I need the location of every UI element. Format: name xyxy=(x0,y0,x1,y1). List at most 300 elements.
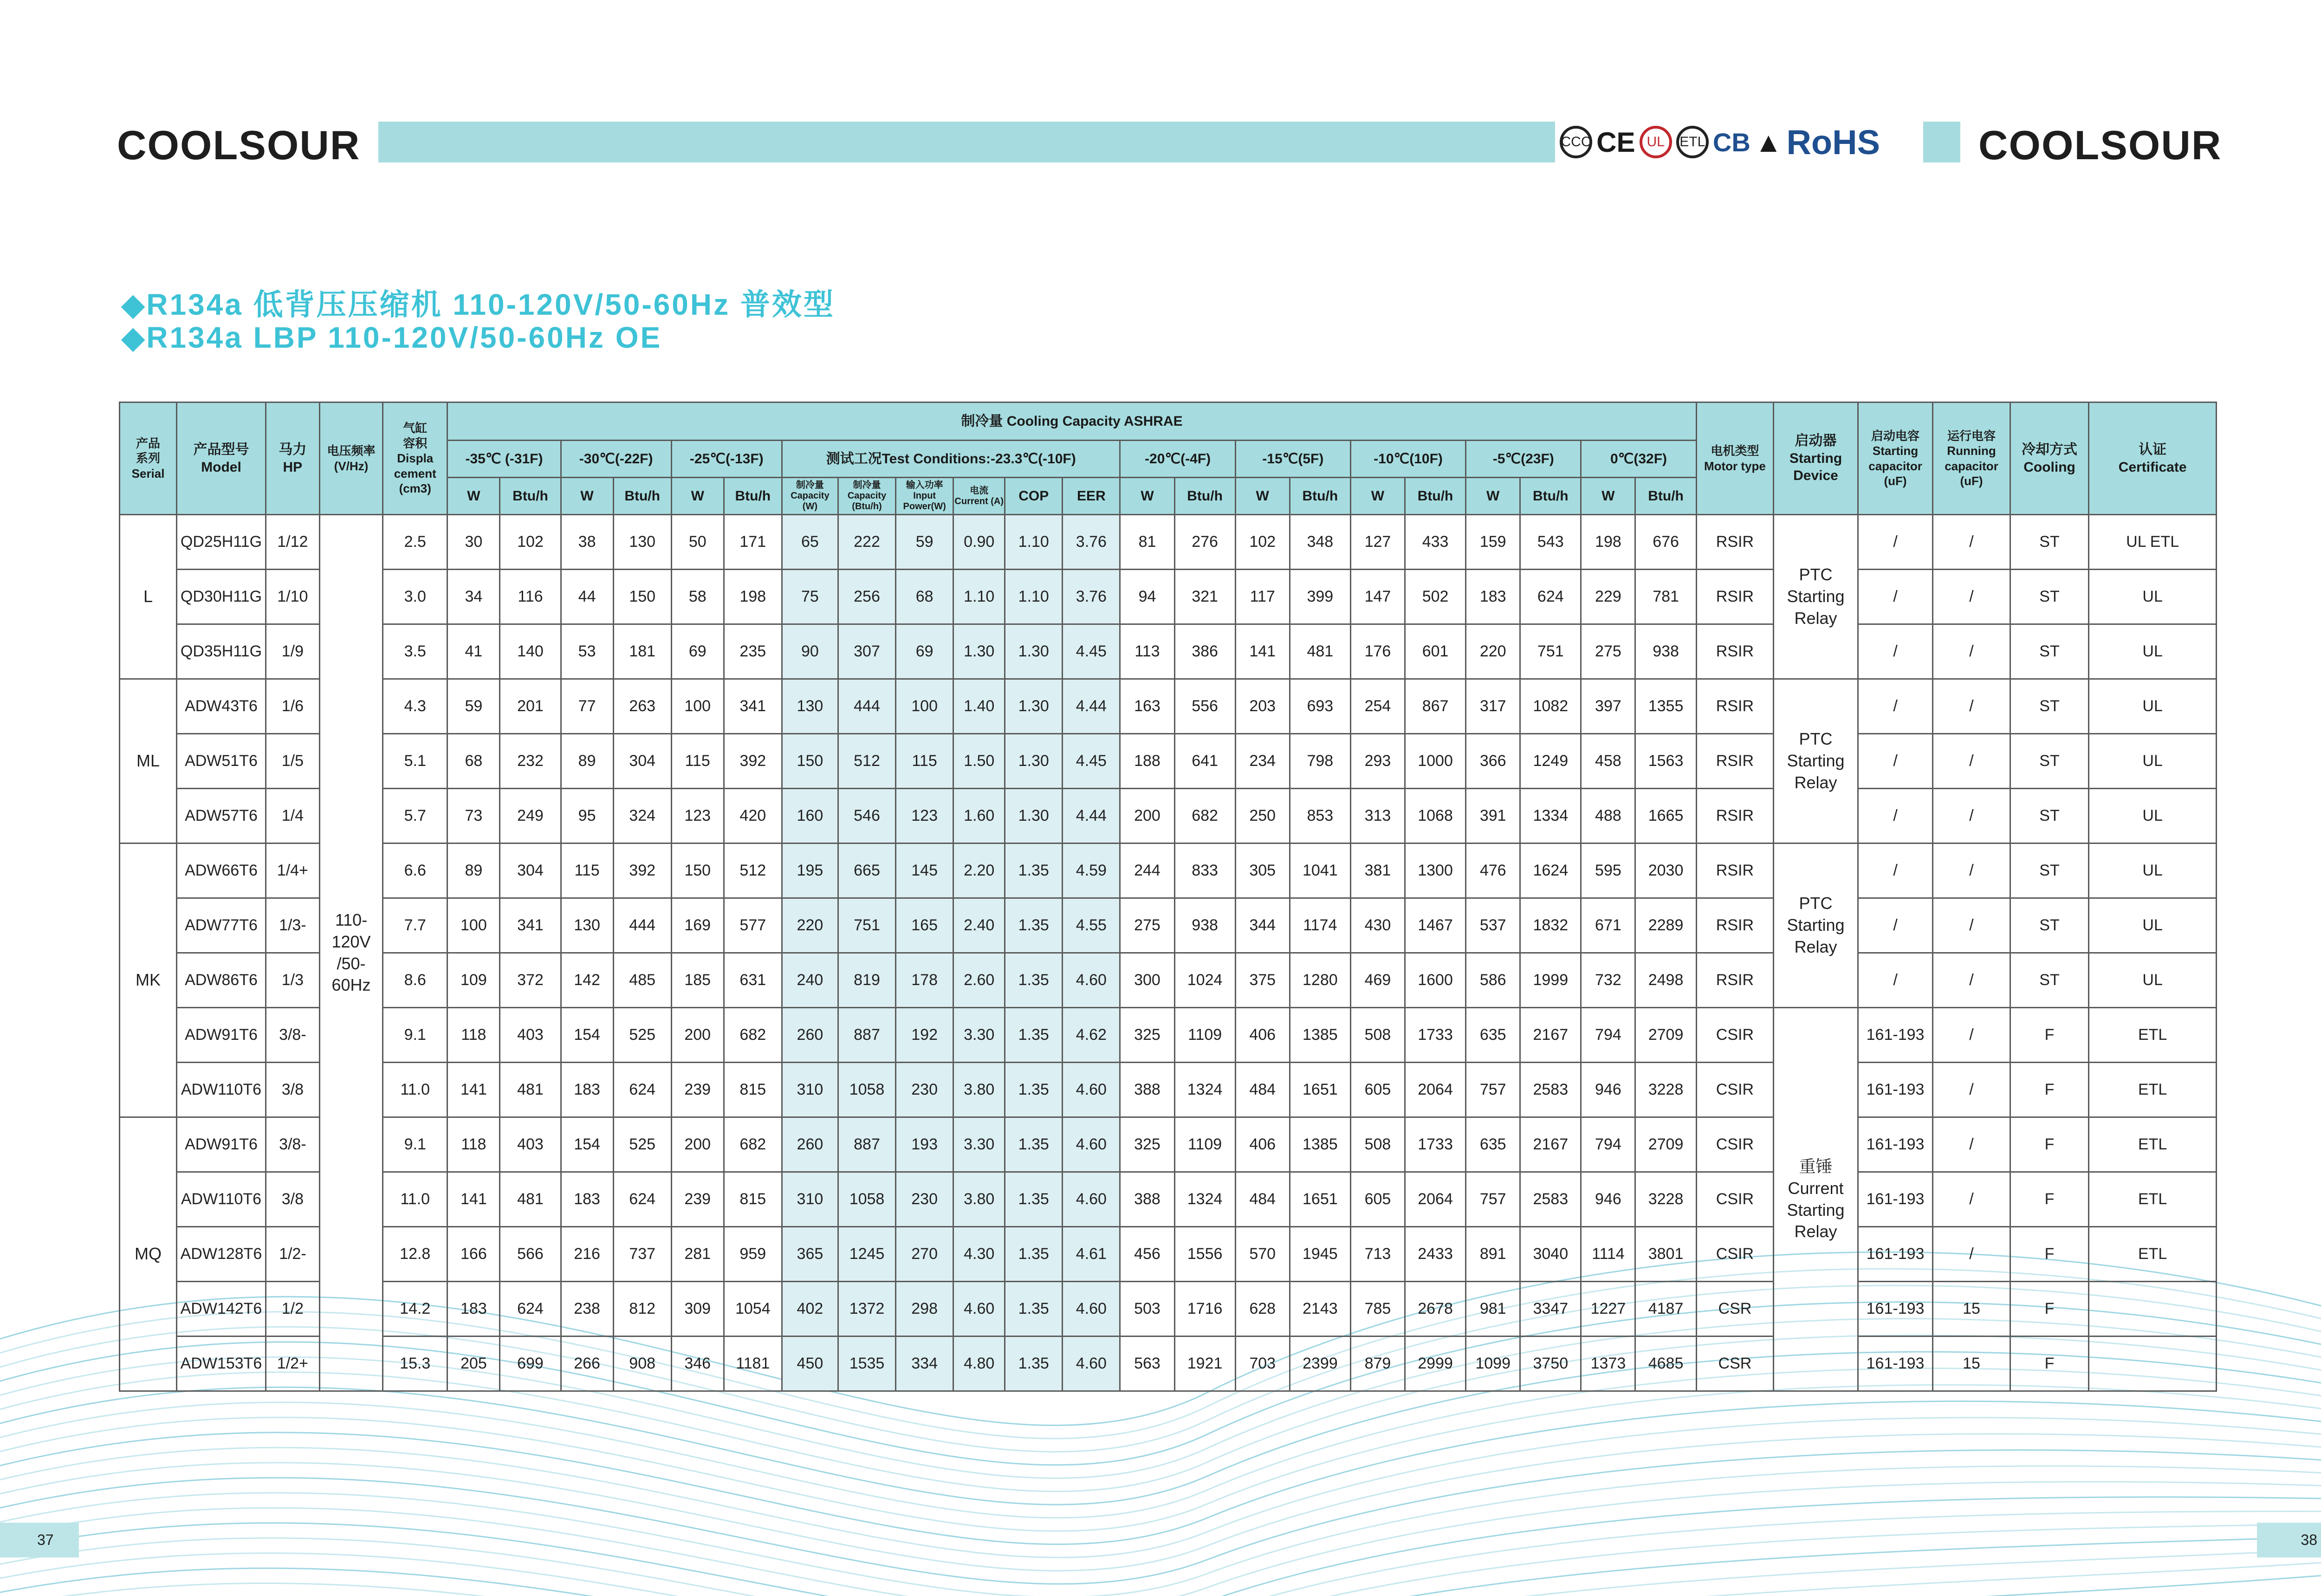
cell-current: 3.80 xyxy=(953,1063,1005,1117)
cell-w-neg20: 388 xyxy=(1120,1172,1174,1227)
cell-w-neg5: 757 xyxy=(1466,1172,1520,1227)
cell-current: 3.30 xyxy=(953,1117,1005,1172)
cell-running-capacitor: / xyxy=(1933,515,2010,570)
cell-w-neg10: 176 xyxy=(1350,624,1405,679)
cell-w-neg30: 77 xyxy=(561,679,613,734)
cell-btuh-0: 676 xyxy=(1635,515,1696,570)
cell-btuh-neg30: 485 xyxy=(613,953,671,1008)
header-serial: 产品 系列 Serial xyxy=(120,402,177,515)
cell-btuh-neg15: 1651 xyxy=(1290,1172,1350,1227)
cell-w-neg30: 142 xyxy=(561,953,613,1008)
cell-starting-capacitor: / xyxy=(1858,953,1932,1008)
cell-certificate xyxy=(2089,1282,2217,1336)
header-cooling-capacity: 制冷量 Cooling Capacity ASHRAE xyxy=(447,402,1696,441)
cell-capacity-btuh: 444 xyxy=(838,679,895,734)
cell-motor-type: CSIR xyxy=(1696,1117,1774,1172)
cell-input-power: 59 xyxy=(896,515,953,570)
header-btuh: Btu/h xyxy=(1290,478,1350,515)
cell-btuh-0: 1355 xyxy=(1635,679,1696,734)
cell-btuh-neg5: 2167 xyxy=(1520,1117,1581,1172)
cell-btuh-neg20: 321 xyxy=(1174,570,1235,624)
cell-capacity-btuh: 665 xyxy=(838,843,895,898)
cell-capacity-btuh: 546 xyxy=(838,789,895,843)
cell-input-power: 115 xyxy=(896,734,953,789)
cell-btuh-neg15: 853 xyxy=(1290,789,1350,843)
cell-w-neg5: 981 xyxy=(1466,1282,1520,1336)
cell-cooling: ST xyxy=(2010,789,2089,843)
cell-input-power: 230 xyxy=(896,1063,953,1117)
cell-w-neg35: 73 xyxy=(447,789,500,843)
cell-cop: 1.35 xyxy=(1005,843,1063,898)
cell-w-neg25: 58 xyxy=(671,570,724,624)
cell-displacement: 3.0 xyxy=(383,570,447,624)
cell-btuh-neg15: 693 xyxy=(1290,679,1350,734)
cell-starting-capacitor: / xyxy=(1858,624,1932,679)
cell-w-neg15: 234 xyxy=(1235,734,1290,789)
cell-w-neg30: 266 xyxy=(561,1336,613,1391)
cell-motor-type: RSIR xyxy=(1696,624,1774,679)
cell-w-neg10: 127 xyxy=(1350,515,1405,570)
header-motor-type: 电机类型 Motor type xyxy=(1696,402,1774,515)
cell-eer: 4.60 xyxy=(1063,1172,1120,1227)
cell-hp: 1/4+ xyxy=(266,843,319,898)
cell-w-neg30: 154 xyxy=(561,1117,613,1172)
cell-starting-capacitor: / xyxy=(1858,789,1932,843)
cell-model: QD25H11G xyxy=(177,515,266,570)
cell-w-neg15: 141 xyxy=(1235,624,1290,679)
cb-icon: CB xyxy=(1712,127,1750,157)
cell-btuh-0: 938 xyxy=(1635,624,1696,679)
cell-w-neg35: 100 xyxy=(447,898,500,953)
cell-model: ADW77T6 xyxy=(177,898,266,953)
cell-capacity-btuh: 307 xyxy=(838,624,895,679)
cell-cop: 1.30 xyxy=(1005,624,1063,679)
cell-btuh-0: 2498 xyxy=(1635,953,1696,1008)
cell-w-neg25: 309 xyxy=(671,1282,724,1336)
cell-btuh-neg35: 372 xyxy=(500,953,561,1008)
cell-btuh-neg5: 1832 xyxy=(1520,898,1581,953)
cell-btuh-neg10: 867 xyxy=(1405,679,1465,734)
cell-cop: 1.35 xyxy=(1005,1282,1063,1336)
cell-w-neg30: 53 xyxy=(561,624,613,679)
cell-w-neg20: 163 xyxy=(1120,679,1174,734)
cell-w-neg10: 713 xyxy=(1350,1227,1405,1282)
cell-btuh-neg20: 1324 xyxy=(1174,1172,1235,1227)
cell-certificate: ETL xyxy=(2089,1227,2217,1282)
cell-current: 4.30 xyxy=(953,1227,1005,1282)
cell-displacement: 14.2 xyxy=(383,1282,447,1336)
cell-w-neg5: 317 xyxy=(1466,679,1520,734)
header-temp-neg35: -35℃ (-31F) xyxy=(447,441,561,478)
cell-cooling: F xyxy=(2010,1117,2089,1172)
cell-displacement: 2.5 xyxy=(383,515,447,570)
cell-btuh-neg15: 2143 xyxy=(1290,1282,1350,1336)
table-row xyxy=(120,898,2217,953)
cell-w-neg30: 183 xyxy=(561,1172,613,1227)
cell-capacity-btuh: 887 xyxy=(838,1117,895,1172)
header-eer: EER xyxy=(1063,478,1120,515)
cell-eer: 4.44 xyxy=(1063,679,1120,734)
cell-eer: 3.76 xyxy=(1063,515,1120,570)
cell-running-capacitor: / xyxy=(1933,843,2010,898)
table-row xyxy=(120,679,2217,734)
cell-w-neg20: 244 xyxy=(1120,843,1174,898)
cell-btuh-neg35: 116 xyxy=(500,570,561,624)
cell-cooling: F xyxy=(2010,1227,2089,1282)
page-number-right-text: 38 xyxy=(2301,1531,2317,1548)
cell-input-power: 298 xyxy=(896,1282,953,1336)
cell-capacity-w: 150 xyxy=(782,734,838,789)
cell-w-neg15: 305 xyxy=(1235,843,1290,898)
cell-w-neg10: 430 xyxy=(1350,898,1405,953)
cell-eer: 4.59 xyxy=(1063,843,1120,898)
wave-line xyxy=(0,1466,2321,1596)
cell-btuh-neg10: 1467 xyxy=(1405,898,1465,953)
cell-btuh-neg20: 1556 xyxy=(1174,1227,1235,1282)
cell-eer: 4.60 xyxy=(1063,1117,1120,1172)
cell-current: 2.60 xyxy=(953,953,1005,1008)
cell-btuh-neg25: 959 xyxy=(724,1227,782,1282)
cell-btuh-neg20: 833 xyxy=(1174,843,1235,898)
cell-displacement: 15.3 xyxy=(383,1336,447,1391)
header-band-right xyxy=(1923,122,1960,162)
header-capacity-btuh: 制冷量 Capacity (Btu/h) xyxy=(838,478,895,515)
cell-w-neg35: 89 xyxy=(447,843,500,898)
cell-capacity-btuh: 256 xyxy=(838,570,895,624)
cell-btuh-neg35: 403 xyxy=(500,1008,561,1063)
cell-cooling: ST xyxy=(2010,953,2089,1008)
cell-btuh-neg20: 682 xyxy=(1174,789,1235,843)
cell-btuh-neg5: 3750 xyxy=(1520,1336,1581,1391)
cell-btuh-neg10: 433 xyxy=(1405,515,1465,570)
header-voltage: 电压频率 (V/Hz) xyxy=(319,402,383,515)
cell-input-power: 334 xyxy=(896,1336,953,1391)
cell-capacity-w: 240 xyxy=(782,953,838,1008)
cell-btuh-0: 3228 xyxy=(1635,1063,1696,1117)
cell-w-neg35: 118 xyxy=(447,1117,500,1172)
cell-w-neg25: 200 xyxy=(671,1008,724,1063)
cell-w-neg35: 59 xyxy=(447,679,500,734)
cell-btuh-neg20: 1109 xyxy=(1174,1008,1235,1063)
cell-btuh-neg30: 525 xyxy=(613,1117,671,1172)
cell-btuh-neg20: 1324 xyxy=(1174,1063,1235,1117)
cell-running-capacitor: / xyxy=(1933,1227,2010,1282)
cell-btuh-neg20: 1024 xyxy=(1174,953,1235,1008)
cell-motor-type: RSIR xyxy=(1696,570,1774,624)
cell-w-neg25: 239 xyxy=(671,1172,724,1227)
cell-btuh-0: 2709 xyxy=(1635,1117,1696,1172)
cell-running-capacitor: / xyxy=(1933,1063,2010,1117)
cell-w-neg25: 150 xyxy=(671,843,724,898)
cell-w-neg35: 183 xyxy=(447,1282,500,1336)
header-temp-neg5: -5℃(23F) xyxy=(1466,441,1581,478)
header-displacement: 气缸 容积 Displa cement (cm3) xyxy=(383,402,447,515)
ul-icon: UL xyxy=(1640,126,1672,158)
cell-btuh-neg10: 2433 xyxy=(1405,1227,1465,1282)
cell-input-power: 193 xyxy=(896,1117,953,1172)
cell-w-neg5: 1099 xyxy=(1466,1336,1520,1391)
cell-starting-device: PTC Starting Relay xyxy=(1774,843,1858,1008)
cell-input-power: 230 xyxy=(896,1172,953,1227)
cell-model: ADW43T6 xyxy=(177,679,266,734)
cell-btuh-neg20: 1921 xyxy=(1174,1336,1235,1391)
cell-eer: 4.60 xyxy=(1063,1336,1120,1391)
cell-model: ADW57T6 xyxy=(177,789,266,843)
cell-btuh-neg10: 1000 xyxy=(1405,734,1465,789)
cell-btuh-neg25: 392 xyxy=(724,734,782,789)
cell-w-neg35: 141 xyxy=(447,1172,500,1227)
cell-w-neg5: 537 xyxy=(1466,898,1520,953)
header-w: W xyxy=(447,478,500,515)
cell-w-neg5: 476 xyxy=(1466,843,1520,898)
cell-w-0: 1373 xyxy=(1581,1336,1635,1391)
cell-cooling: F xyxy=(2010,1063,2089,1117)
cell-btuh-0: 1563 xyxy=(1635,734,1696,789)
table-row xyxy=(120,1336,2217,1391)
cell-capacity-btuh: 819 xyxy=(838,953,895,1008)
cell-btuh-neg30: 263 xyxy=(613,679,671,734)
cell-certificate: UL xyxy=(2089,789,2217,843)
cell-starting-device: PTC Starting Relay xyxy=(1774,679,1858,843)
wave-line xyxy=(0,1497,2321,1596)
cell-btuh-neg10: 2064 xyxy=(1405,1172,1465,1227)
cell-btuh-neg5: 1999 xyxy=(1520,953,1581,1008)
header-starting-device: 启动器 Starting Device xyxy=(1774,402,1858,515)
cell-certificate: UL xyxy=(2089,953,2217,1008)
cell-hp: 1/6 xyxy=(266,679,319,734)
cell-capacity-w: 75 xyxy=(782,570,838,624)
header-btuh: Btu/h xyxy=(1635,478,1696,515)
cell-motor-type: CSIR xyxy=(1696,1063,1774,1117)
header-current: 电流 Current (A) xyxy=(953,478,1005,515)
cell-cop: 1.35 xyxy=(1005,1117,1063,1172)
cell-w-neg30: 238 xyxy=(561,1282,613,1336)
cell-displacement: 9.1 xyxy=(383,1117,447,1172)
cell-capacity-w: 260 xyxy=(782,1117,838,1172)
cell-w-neg10: 469 xyxy=(1350,953,1405,1008)
cell-capacity-btuh: 751 xyxy=(838,898,895,953)
cell-btuh-neg20: 1109 xyxy=(1174,1117,1235,1172)
cell-w-neg5: 757 xyxy=(1466,1063,1520,1117)
cell-btuh-neg35: 481 xyxy=(500,1063,561,1117)
cell-btuh-neg15: 1385 xyxy=(1290,1008,1350,1063)
cell-w-neg20: 94 xyxy=(1120,570,1174,624)
cell-current: 3.30 xyxy=(953,1008,1005,1063)
cell-btuh-neg10: 1600 xyxy=(1405,953,1465,1008)
header-temp-neg30: -30℃(-22F) xyxy=(561,441,671,478)
cell-certificate: UL xyxy=(2089,679,2217,734)
cell-running-capacitor: / xyxy=(1933,1117,2010,1172)
cell-cop: 1.35 xyxy=(1005,1063,1063,1117)
table-row xyxy=(120,1008,2217,1063)
cell-btuh-neg20: 1716 xyxy=(1174,1282,1235,1336)
cell-btuh-neg35: 699 xyxy=(500,1336,561,1391)
cell-w-neg10: 293 xyxy=(1350,734,1405,789)
cell-displacement: 5.1 xyxy=(383,734,447,789)
cell-btuh-neg15: 399 xyxy=(1290,570,1350,624)
cell-displacement: 11.0 xyxy=(383,1172,447,1227)
cell-w-0: 671 xyxy=(1581,898,1635,953)
cell-input-power: 100 xyxy=(896,679,953,734)
cell-btuh-neg10: 2678 xyxy=(1405,1282,1465,1336)
cell-w-0: 1227 xyxy=(1581,1282,1635,1336)
header-w: W xyxy=(1466,478,1520,515)
table-row xyxy=(120,1282,2217,1336)
cell-btuh-neg35: 201 xyxy=(500,679,561,734)
cell-cooling: F xyxy=(2010,1008,2089,1063)
cell-displacement: 4.3 xyxy=(383,679,447,734)
heading-chinese: ◆R134a 低背压压缩机 110-120V/50-60Hz 普效型 xyxy=(122,288,835,321)
table-row xyxy=(120,789,2217,843)
cell-starting-capacitor: / xyxy=(1858,515,1932,570)
cell-w-neg15: 703 xyxy=(1235,1336,1290,1391)
cell-cop: 1.10 xyxy=(1005,515,1063,570)
cell-model: ADW110T6 xyxy=(177,1063,266,1117)
cell-starting-capacitor: 161-193 xyxy=(1858,1117,1932,1172)
cell-w-neg35: 68 xyxy=(447,734,500,789)
cell-w-neg35: 34 xyxy=(447,570,500,624)
cell-btuh-neg5: 3347 xyxy=(1520,1282,1581,1336)
cell-btuh-neg30: 181 xyxy=(613,624,671,679)
header-model: 产品型号 Model xyxy=(177,402,266,515)
cell-cop: 1.35 xyxy=(1005,1172,1063,1227)
cell-capacity-w: 310 xyxy=(782,1063,838,1117)
header-w: W xyxy=(1350,478,1405,515)
cell-hp: 1/2- xyxy=(266,1227,319,1282)
ccc-icon: CCC xyxy=(1560,126,1592,158)
cell-w-neg30: 216 xyxy=(561,1227,613,1282)
cell-btuh-0: 4685 xyxy=(1635,1336,1696,1391)
header-btuh: Btu/h xyxy=(1174,478,1235,515)
cell-w-neg20: 388 xyxy=(1120,1063,1174,1117)
cell-capacity-w: 90 xyxy=(782,624,838,679)
cell-btuh-neg5: 2583 xyxy=(1520,1063,1581,1117)
page-number-left xyxy=(0,1523,79,1557)
cell-w-0: 275 xyxy=(1581,624,1635,679)
header-input-power: 输入功率 Input Power(W) xyxy=(896,478,953,515)
cell-w-neg25: 200 xyxy=(671,1117,724,1172)
cell-current: 1.30 xyxy=(953,624,1005,679)
cell-cooling: ST xyxy=(2010,679,2089,734)
cell-w-neg30: 44 xyxy=(561,570,613,624)
cell-model: ADW91T6 xyxy=(177,1008,266,1063)
cell-hp: 1/2 xyxy=(266,1282,319,1336)
cell-w-0: 946 xyxy=(1581,1172,1635,1227)
cell-btuh-0: 781 xyxy=(1635,570,1696,624)
header-band xyxy=(378,122,1555,162)
cell-cooling: F xyxy=(2010,1172,2089,1227)
cell-btuh-neg5: 1624 xyxy=(1520,843,1581,898)
cell-w-neg15: 117 xyxy=(1235,570,1290,624)
cell-w-neg5: 635 xyxy=(1466,1008,1520,1063)
header-w: W xyxy=(671,478,724,515)
cell-serial: MQ xyxy=(120,1117,177,1391)
cell-starting-capacitor: 161-193 xyxy=(1858,1227,1932,1282)
cell-model: QD30H11G xyxy=(177,570,266,624)
cell-w-neg15: 406 xyxy=(1235,1008,1290,1063)
cell-btuh-neg15: 1280 xyxy=(1290,953,1350,1008)
cell-btuh-0: 3801 xyxy=(1635,1227,1696,1282)
cell-btuh-neg25: 171 xyxy=(724,515,782,570)
cell-certificate xyxy=(2089,1336,2217,1391)
cell-btuh-neg5: 3040 xyxy=(1520,1227,1581,1282)
cell-w-neg20: 325 xyxy=(1120,1008,1174,1063)
cell-w-neg10: 605 xyxy=(1350,1063,1405,1117)
wave-line xyxy=(0,1434,2321,1571)
cell-btuh-neg30: 812 xyxy=(613,1282,671,1336)
cell-w-neg35: 118 xyxy=(447,1008,500,1063)
cell-btuh-neg5: 2583 xyxy=(1520,1172,1581,1227)
cell-w-neg35: 30 xyxy=(447,515,500,570)
cell-btuh-neg35: 481 xyxy=(500,1172,561,1227)
wave-line xyxy=(0,1401,2321,1544)
cell-btuh-neg15: 481 xyxy=(1290,624,1350,679)
cell-btuh-neg30: 150 xyxy=(613,570,671,624)
cell-btuh-neg10: 2064 xyxy=(1405,1063,1465,1117)
table-row xyxy=(120,1227,2217,1282)
cell-btuh-neg25: 1181 xyxy=(724,1336,782,1391)
cell-certificate: UL xyxy=(2089,843,2217,898)
cell-w-neg5: 586 xyxy=(1466,953,1520,1008)
cell-cop: 1.35 xyxy=(1005,1336,1063,1391)
cell-btuh-neg20: 276 xyxy=(1174,515,1235,570)
wave-line xyxy=(0,1512,2321,1596)
cell-btuh-neg25: 512 xyxy=(724,843,782,898)
cell-capacity-w: 130 xyxy=(782,679,838,734)
cell-btuh-neg35: 140 xyxy=(500,624,561,679)
cell-w-0: 946 xyxy=(1581,1063,1635,1117)
cell-certificate: ETL xyxy=(2089,1063,2217,1117)
cell-btuh-neg20: 641 xyxy=(1174,734,1235,789)
cell-cop: 1.30 xyxy=(1005,789,1063,843)
cell-btuh-neg30: 908 xyxy=(613,1336,671,1391)
cell-btuh-0: 1665 xyxy=(1635,789,1696,843)
cell-certificate: UL xyxy=(2089,734,2217,789)
cell-w-neg15: 375 xyxy=(1235,953,1290,1008)
cell-cooling: ST xyxy=(2010,624,2089,679)
wave-line xyxy=(0,1560,2321,1596)
cell-motor-type: RSIR xyxy=(1696,515,1774,570)
cell-w-neg15: 203 xyxy=(1235,679,1290,734)
cell-w-neg5: 891 xyxy=(1466,1227,1520,1282)
cell-hp: 3/8 xyxy=(266,1063,319,1117)
header-w: W xyxy=(561,478,613,515)
cell-model: ADW110T6 xyxy=(177,1172,266,1227)
cell-capacity-w: 65 xyxy=(782,515,838,570)
cell-running-capacitor: / xyxy=(1933,1172,2010,1227)
cell-btuh-neg5: 1249 xyxy=(1520,734,1581,789)
cell-btuh-neg20: 938 xyxy=(1174,898,1235,953)
wave-line xyxy=(0,1418,2321,1557)
cell-capacity-w: 365 xyxy=(782,1227,838,1282)
table-row xyxy=(120,570,2217,624)
cell-starting-capacitor: / xyxy=(1858,570,1932,624)
cell-motor-type: RSIR xyxy=(1696,734,1774,789)
cell-model: ADW153T6 xyxy=(177,1336,266,1391)
cell-motor-type: CSIR xyxy=(1696,1227,1774,1282)
cell-hp: 3/8- xyxy=(266,1008,319,1063)
cell-capacity-btuh: 1058 xyxy=(838,1172,895,1227)
header-starting-capacitor: 启动电容 Starting capacitor (uF) xyxy=(1858,402,1932,515)
cell-w-neg10: 785 xyxy=(1350,1282,1405,1336)
cell-eer: 3.76 xyxy=(1063,570,1120,624)
header-capacity-w: 制冷量 Capacity (W) xyxy=(782,478,838,515)
cell-cooling: ST xyxy=(2010,515,2089,570)
cell-btuh-neg30: 304 xyxy=(613,734,671,789)
cell-w-neg15: 102 xyxy=(1235,515,1290,570)
cell-starting-device: PTC Starting Relay xyxy=(1774,515,1858,679)
cell-btuh-neg35: 232 xyxy=(500,734,561,789)
